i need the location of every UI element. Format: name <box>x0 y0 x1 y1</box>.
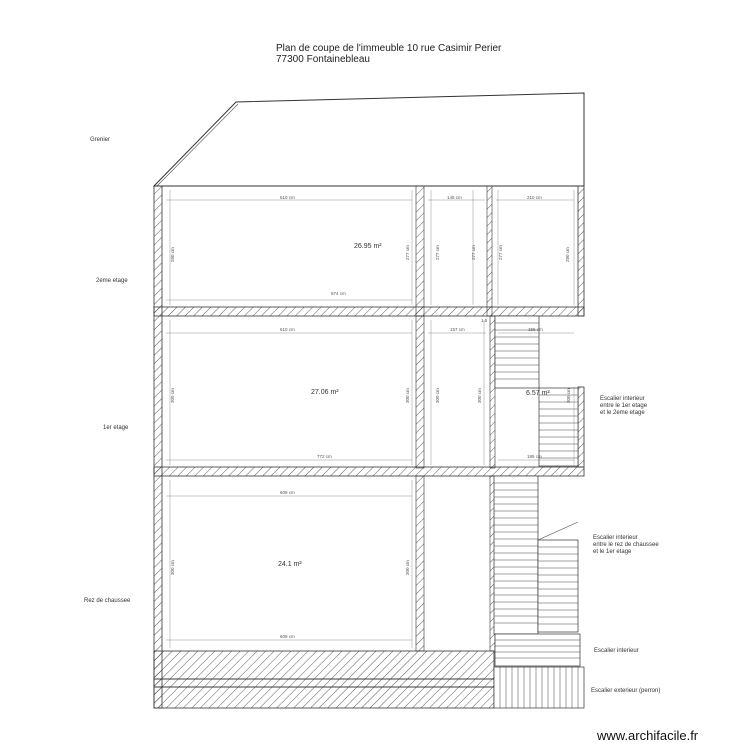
note-stair-0-1-line-3: et le 1er etage <box>593 549 632 555</box>
dim-e2-h-right: 280 cm <box>565 247 570 262</box>
stair-perron <box>494 667 584 708</box>
dim-e1-h-a: 300 cm <box>405 388 410 403</box>
stair-entry <box>495 634 580 666</box>
note-stair-1-2 <box>600 396 647 417</box>
dim-e2-h-a: 277 cm <box>405 245 410 260</box>
dim-rdc-bottom: 609 cm <box>280 634 295 639</box>
note-stair-1-2-line-2: entre le 1er etage <box>600 403 648 409</box>
title-line-1: Plan de coupe de l'immeuble 10 rue Casimir Perier <box>276 43 502 54</box>
note-stair-0-1 <box>593 535 659 556</box>
stair-lower-flight <box>494 476 578 634</box>
dim-e2-h-b: 277 cm <box>435 245 440 260</box>
dim-e2-h-d: 277 cm <box>498 245 503 260</box>
watermark: www.archifacile.fr <box>597 728 699 743</box>
note-stair-0-1-line-2: entre le rez de chaussee <box>593 542 659 548</box>
level-label-2eme: 2eme etage <box>96 278 128 284</box>
note-stair-interior: Escalier interieur <box>594 648 639 654</box>
area-1er-main: 27.06 m² <box>311 389 339 396</box>
dim-e2-top-mid: 145 cm <box>447 195 462 200</box>
dim-e1-top-small: 1.5 <box>481 318 488 323</box>
dim-e1-h-b: 300 cm <box>435 388 440 403</box>
note-stair-0-1-line-1: Escalier interieur <box>593 535 638 541</box>
area-rdc-main: 24.1 m² <box>278 561 302 568</box>
roof <box>154 93 584 186</box>
note-stair-1-2-line-1: Escalier interieur <box>600 396 645 402</box>
dim-e1-h-left: 300 cm <box>170 388 175 403</box>
dim-e1-h-right: 300 cm <box>566 388 571 403</box>
dim-e1-top-left: 610 cm <box>280 327 295 332</box>
dim-e2-top-right: 210 cm <box>527 195 542 200</box>
level-label-grenier: Grenier <box>90 137 111 143</box>
note-stair-1-2-line-3: et le 2eme etage <box>600 410 645 416</box>
level-label-1er: 1er etage <box>103 425 129 431</box>
partitions <box>416 186 495 651</box>
dim-e2-top-left: 610 cm <box>280 195 295 200</box>
dim-rdc-h-left: 300 cm <box>170 560 175 575</box>
dim-e2-h-left: 280 cm <box>170 247 175 262</box>
dim-e1-bottom-right: 185 cm <box>527 454 542 459</box>
drawing-title <box>276 43 501 65</box>
level-label-rdc: Rez de chaussee <box>84 598 131 604</box>
dim-e2-h-c: 277 cm <box>471 245 476 260</box>
dim-e1-top-right: 155 cm <box>528 327 543 332</box>
dim-rdc-h-right: 300 cm <box>405 560 410 575</box>
dim-e2-bottom: 974 cm <box>331 291 346 296</box>
dim-rdc-top: 609 cm <box>280 490 295 495</box>
dim-e1-h-c: 300 cm <box>477 388 482 403</box>
dim-e1-bottom-left: 772 cm <box>317 454 332 459</box>
note-stair-exterior: Escalier exterieur (perron) <box>591 688 661 694</box>
area-1er-small: 6.57 m² <box>526 390 550 397</box>
area-2eme-main: 26.95 m² <box>354 243 382 250</box>
dim-e1-top-mid: 157 cm <box>450 327 465 332</box>
title-line-2: 77300 Fontainebleau <box>276 54 370 65</box>
